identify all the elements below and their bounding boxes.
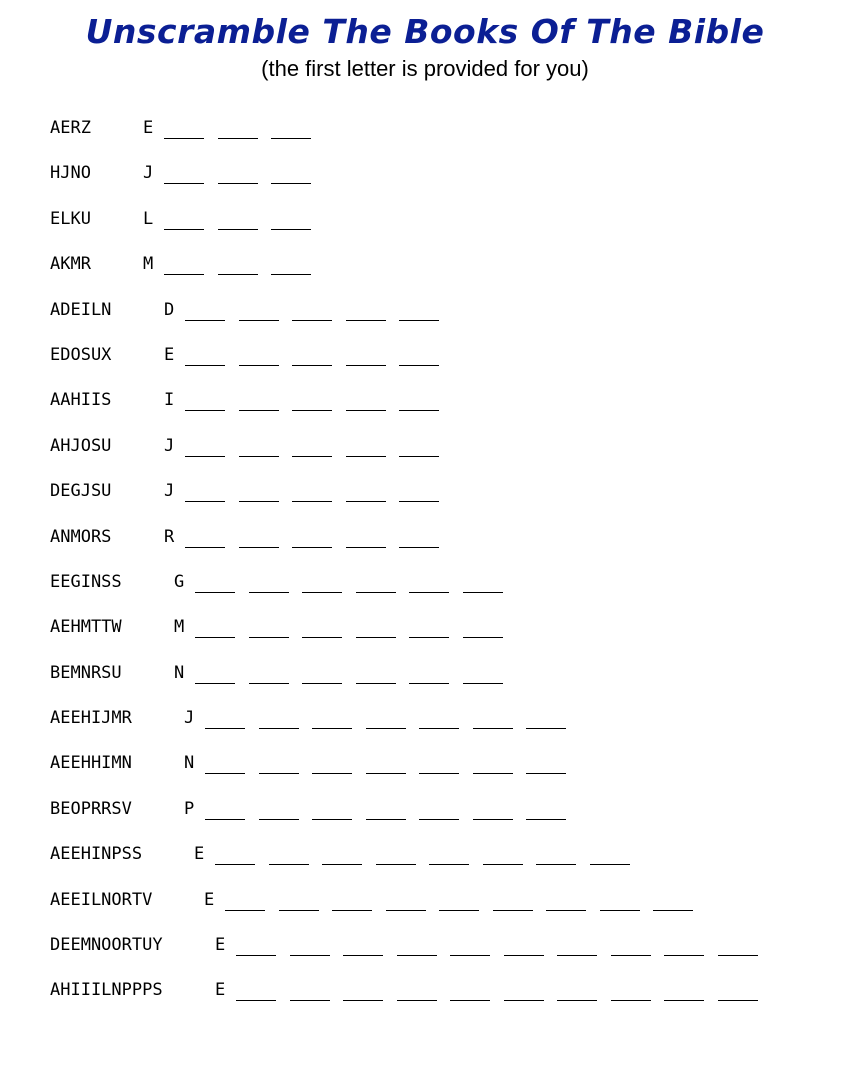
answer-blank <box>611 955 651 956</box>
answer-blank <box>483 864 523 865</box>
scrambled-word: BEMNRSU <box>50 662 122 683</box>
puzzle-row <box>50 793 830 838</box>
scrambled-word: AEEHINPSS <box>50 844 143 865</box>
answer-blank <box>439 910 479 911</box>
answer-blank <box>218 138 258 139</box>
puzzle-row <box>50 112 830 157</box>
answer-blank <box>205 773 245 774</box>
answer-blank <box>239 365 279 366</box>
answer-blank <box>473 728 513 729</box>
answer-blank <box>356 683 396 684</box>
answer-blank <box>312 819 352 820</box>
scrambled-word: EDOSUX <box>50 344 112 365</box>
answer-blank <box>526 728 566 729</box>
answer-blank <box>409 592 449 593</box>
answer-blank <box>557 1000 597 1001</box>
answer-blank <box>249 637 289 638</box>
answer-blank <box>271 229 311 230</box>
scrambled-word: AEHMTTW <box>50 617 122 638</box>
answer-blank <box>164 138 204 139</box>
answer-blank <box>366 728 406 729</box>
first-letter: E <box>164 344 175 365</box>
answer-blank <box>292 456 332 457</box>
first-letter: G <box>174 571 185 592</box>
scrambled-word: EEGINSS <box>50 571 122 592</box>
answer-blank <box>205 728 245 729</box>
answer-blank <box>302 592 342 593</box>
answer-blank <box>429 864 469 865</box>
answer-blank <box>419 773 459 774</box>
answer-blank <box>249 683 289 684</box>
first-letter: J <box>164 435 175 456</box>
answer-blank <box>292 320 332 321</box>
answer-blank <box>259 728 299 729</box>
answer-blank <box>271 138 311 139</box>
puzzle-row <box>50 611 830 656</box>
answer-blank <box>322 864 362 865</box>
answer-blank <box>473 773 513 774</box>
answer-blank <box>259 819 299 820</box>
puzzle-row <box>50 339 830 384</box>
answer-blank <box>292 547 332 548</box>
answer-blank <box>653 910 693 911</box>
answer-blank <box>239 410 279 411</box>
answer-blank <box>399 320 439 321</box>
answer-blank <box>463 683 503 684</box>
first-letter: N <box>184 753 195 774</box>
first-letter: L <box>143 208 154 229</box>
answer-blank <box>409 637 449 638</box>
answer-blank <box>225 910 265 911</box>
answer-blank <box>356 637 396 638</box>
puzzle-row <box>50 248 830 293</box>
first-letter: E <box>143 118 154 138</box>
answer-blank <box>463 592 503 593</box>
answer-blank <box>239 320 279 321</box>
answer-blank <box>185 456 225 457</box>
answer-blank <box>185 410 225 411</box>
answer-blank <box>302 683 342 684</box>
answer-blank <box>399 365 439 366</box>
first-letter: I <box>164 390 175 411</box>
answer-blank <box>302 637 342 638</box>
answer-blank <box>397 955 437 956</box>
answer-blank <box>664 1000 704 1001</box>
answer-blank <box>185 547 225 548</box>
first-letter: J <box>164 481 175 502</box>
answer-blank <box>195 592 235 593</box>
scrambled-word: ELKU <box>50 208 91 229</box>
answer-blank <box>185 501 225 502</box>
answer-blank <box>463 637 503 638</box>
puzzle-row <box>50 203 830 248</box>
puzzle-row <box>50 157 830 202</box>
answer-blank <box>611 1000 651 1001</box>
answer-blank <box>215 864 255 865</box>
answer-blank <box>259 773 299 774</box>
scrambled-word: AHJOSU <box>50 435 112 456</box>
answer-blank <box>504 1000 544 1001</box>
answer-blank <box>718 955 758 956</box>
answer-blank <box>205 819 245 820</box>
puzzle-row <box>50 294 830 339</box>
answer-blank <box>546 910 586 911</box>
answer-blank <box>185 365 225 366</box>
answer-blank <box>195 637 235 638</box>
answer-blank <box>290 955 330 956</box>
puzzle-row <box>50 384 830 429</box>
answer-blank <box>600 910 640 911</box>
puzzle-row <box>50 838 830 883</box>
first-letter: N <box>174 662 185 683</box>
puzzle-list <box>50 112 830 1020</box>
scrambled-word: AEEHHIMN <box>50 753 132 774</box>
answer-blank <box>249 592 289 593</box>
first-letter: E <box>215 935 226 956</box>
answer-blank <box>292 365 332 366</box>
answer-blank <box>343 955 383 956</box>
answer-blank <box>346 365 386 366</box>
puzzle-row <box>50 974 830 1019</box>
answer-blank <box>346 410 386 411</box>
answer-blank <box>269 864 309 865</box>
first-letter: M <box>143 254 154 275</box>
answer-blank <box>493 910 533 911</box>
answer-blank <box>346 456 386 457</box>
answer-blank <box>312 728 352 729</box>
answer-blank <box>386 910 426 911</box>
answer-blank <box>239 501 279 502</box>
answer-blank <box>236 955 276 956</box>
answer-blank <box>450 955 490 956</box>
page-subtitle: (the first letter is provided for you) <box>261 56 589 81</box>
answer-blank <box>504 955 544 956</box>
answer-blank <box>419 728 459 729</box>
first-letter: E <box>215 980 226 1001</box>
puzzle-row <box>50 702 830 747</box>
scrambled-word: HJNO <box>50 163 91 184</box>
answer-blank <box>164 229 204 230</box>
puzzle-row <box>50 430 830 475</box>
answer-blank <box>399 456 439 457</box>
answer-blank <box>526 773 566 774</box>
puzzle-row <box>50 929 830 974</box>
first-letter: J <box>184 708 195 729</box>
puzzle-row <box>50 475 830 520</box>
scrambled-word: ANMORS <box>50 526 112 547</box>
answer-blank <box>164 183 204 184</box>
answer-blank <box>164 274 204 275</box>
answer-blank <box>312 773 352 774</box>
answer-blank <box>399 547 439 548</box>
answer-blank <box>290 1000 330 1001</box>
page-title: Unscramble The Books Of The Bible <box>85 12 765 51</box>
answer-blank <box>185 320 225 321</box>
first-letter: E <box>204 889 215 910</box>
answer-blank <box>376 864 416 865</box>
answer-blank <box>346 320 386 321</box>
answer-blank <box>343 1000 383 1001</box>
answer-blank <box>526 819 566 820</box>
answer-blank <box>239 456 279 457</box>
puzzle-row <box>50 657 830 702</box>
scrambled-word: AERZ <box>50 118 91 138</box>
answer-blank <box>473 819 513 820</box>
first-letter: D <box>164 299 175 320</box>
first-letter: P <box>184 798 195 819</box>
scrambled-word: AAHIIS <box>50 390 112 411</box>
answer-blank <box>236 1000 276 1001</box>
scrambled-word: AKMR <box>50 254 91 275</box>
answer-blank <box>346 501 386 502</box>
answer-blank <box>239 547 279 548</box>
answer-blank <box>366 819 406 820</box>
first-letter: M <box>174 617 185 638</box>
answer-blank <box>218 229 258 230</box>
scrambled-word: DEEMNOORTUY <box>50 935 163 956</box>
answer-blank <box>332 910 372 911</box>
scrambled-word: BEOPRRSV <box>50 798 132 819</box>
puzzle-row <box>50 747 830 792</box>
answer-blank <box>718 1000 758 1001</box>
first-letter: R <box>164 526 175 547</box>
puzzle-row <box>50 521 830 566</box>
answer-blank <box>195 683 235 684</box>
answer-blank <box>271 274 311 275</box>
scrambled-word: AEEHIJMR <box>50 708 132 729</box>
answer-blank <box>279 910 319 911</box>
answer-blank <box>292 501 332 502</box>
puzzle-row <box>50 566 830 611</box>
answer-blank <box>397 1000 437 1001</box>
answer-blank <box>356 592 396 593</box>
answer-blank <box>536 864 576 865</box>
answer-blank <box>218 274 258 275</box>
puzzle-row <box>50 884 830 929</box>
first-letter: J <box>143 163 154 184</box>
scrambled-word: AEEILNORTV <box>50 889 153 910</box>
answer-blank <box>664 955 704 956</box>
scrambled-word: AHIIILNPPPS <box>50 980 163 1001</box>
answer-blank <box>292 410 332 411</box>
answer-blank <box>399 410 439 411</box>
answer-blank <box>450 1000 490 1001</box>
answer-blank <box>590 864 630 865</box>
scrambled-word: ADEILN <box>50 299 112 320</box>
first-letter: E <box>194 844 205 865</box>
answer-blank <box>346 547 386 548</box>
scrambled-word: DEGJSU <box>50 481 112 502</box>
answer-blank <box>557 955 597 956</box>
answer-blank <box>409 683 449 684</box>
answer-blank <box>271 183 311 184</box>
answer-blank <box>419 819 459 820</box>
answer-blank <box>366 773 406 774</box>
answer-blank <box>218 183 258 184</box>
answer-blank <box>399 501 439 502</box>
